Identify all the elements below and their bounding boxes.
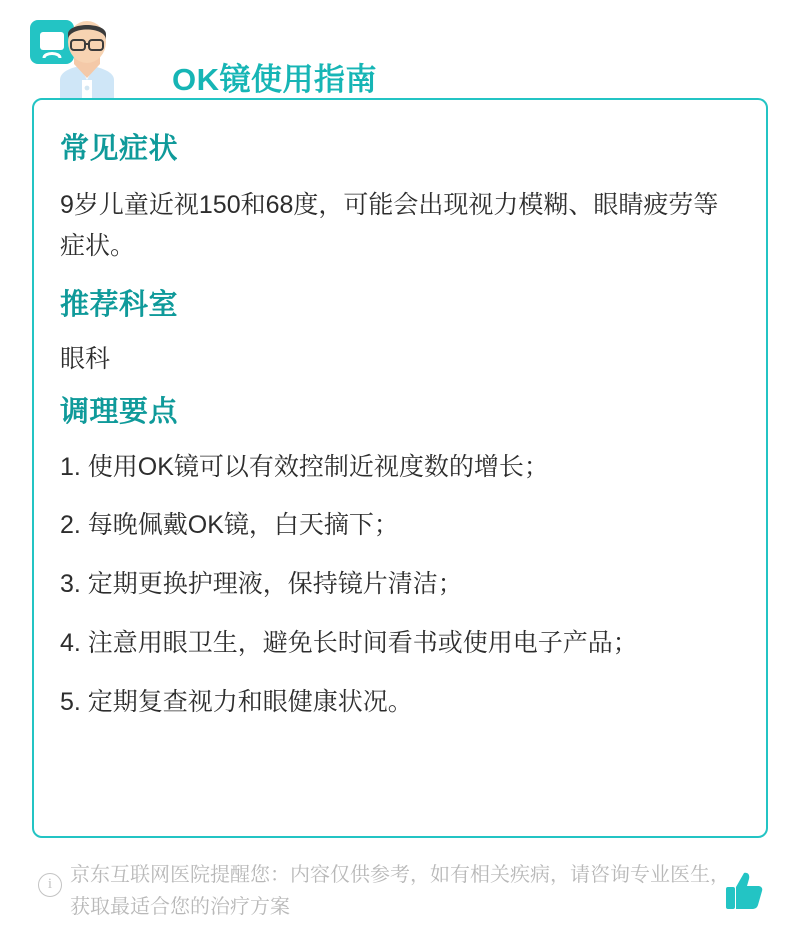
symptoms-text: 9岁儿童近视150和68度，可能会出现视力模糊、眼睛疲劳等症状。 — [60, 191, 719, 260]
list-item: 2. 每晚佩戴OK镜，白天摘下； — [60, 511, 399, 540]
section-heading-symptoms: 常见症状 — [60, 133, 179, 165]
list-item: 5. 定期复查视力和眼健康状况。 — [60, 687, 413, 716]
doctor-avatar-icon — [30, 18, 126, 102]
page-header — [14, 10, 786, 98]
section-heading-care-points: 调理要点 — [60, 395, 179, 428]
info-circle-icon: i — [38, 873, 62, 897]
content-card — [32, 98, 768, 838]
thumbs-up-icon[interactable] — [724, 869, 764, 913]
list-item: 1. 使用OK镜可以有效控制近视度数的增长； — [60, 452, 549, 481]
page-footer — [0, 837, 800, 945]
care-points-list — [60, 448, 740, 722]
page-title: OK镜使用指南 — [172, 62, 377, 97]
list-item: 3. 定期更换护理液，保持镜片清洁； — [60, 570, 463, 598]
section-heading-department: 推荐科室 — [60, 289, 179, 321]
department-text: 眼科 — [60, 345, 111, 373]
disclaimer-text: 京东互联网医院提醒您：内容仅供参考，如有相关疾病，请咨询专业医生，获取最适合您的治疗方案 — [70, 864, 730, 919]
list-item: 4. 注意用眼卫生，避免长时间看书或使用电子产品； — [60, 628, 638, 657]
